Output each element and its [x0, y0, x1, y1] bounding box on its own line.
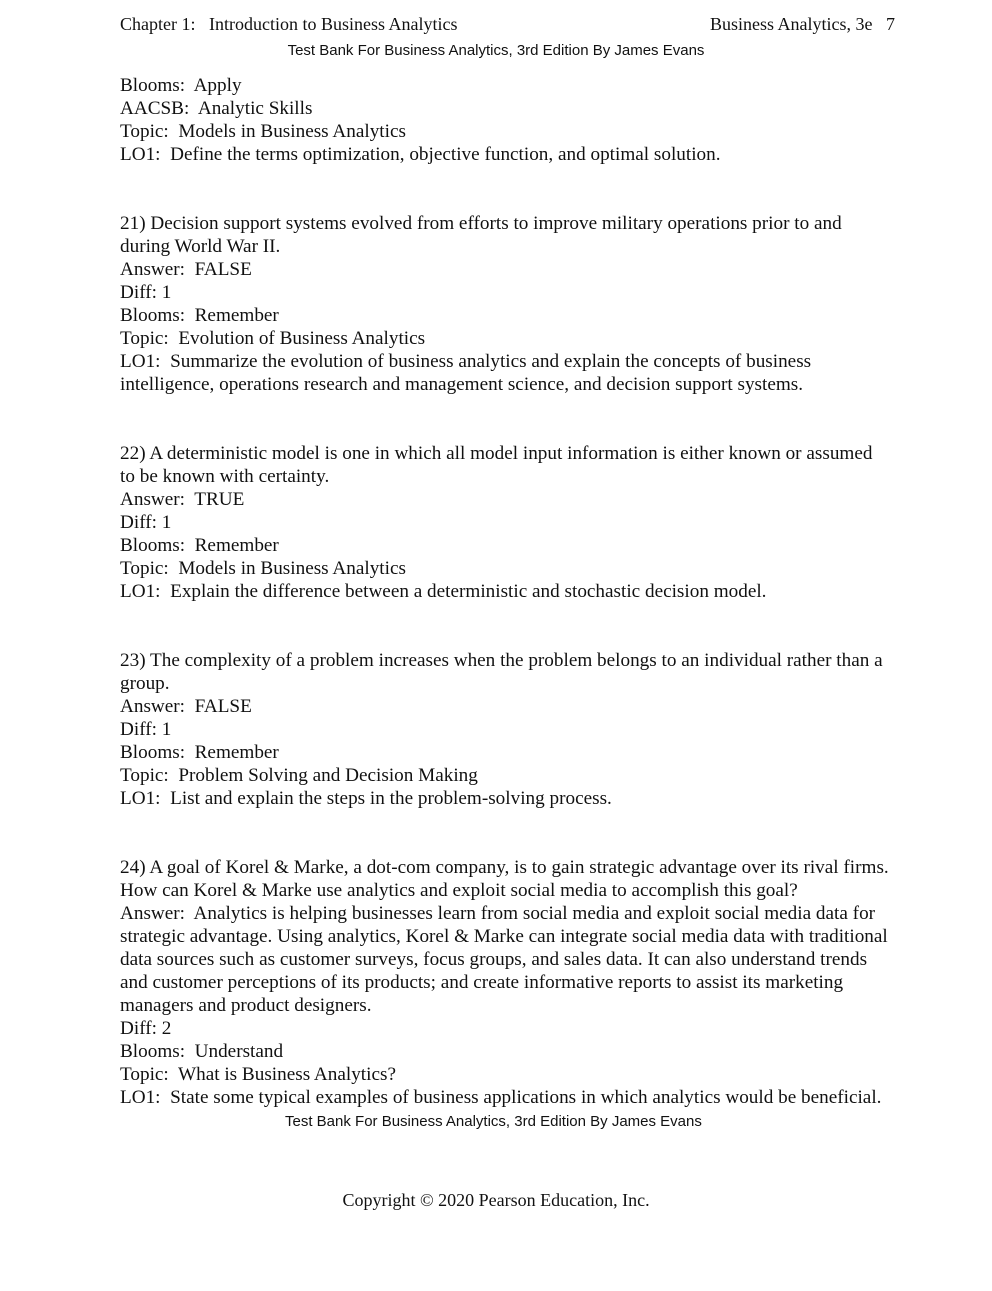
- blooms-line: Blooms: Understand: [120, 1041, 284, 1062]
- diff-line: Diff: 1: [120, 282, 172, 303]
- topic-line: Topic: Evolution of Business Analytics: [120, 328, 426, 349]
- question-text: 22) A deterministic model is one in which all model input information is either known or assumed to be known with certainty.: [120, 443, 878, 487]
- blooms-line: Blooms: Remember: [120, 742, 279, 763]
- blooms-line: Blooms: Remember: [120, 305, 279, 326]
- answer-line: Answer: FALSE: [120, 696, 252, 717]
- question-22: [120, 442, 890, 603]
- blooms-line: Blooms: Remember: [120, 535, 279, 556]
- blooms-line: Blooms: Apply: [120, 75, 242, 96]
- spacer: [120, 396, 890, 442]
- answer-line: Answer: Analytics is helping businesses learn from social media and exploit social media data for strategic advantage. Using analytics, Korel & Marke can integrate social media data with traditional data sources such as customer surveys, focus groups, and sales data. It can also understand trends and customer perceptions of its products; and create informative reports to assist its marketing managers and product designers.: [120, 903, 893, 1016]
- topic-line: Topic: Models in Business Analytics: [120, 121, 406, 142]
- question-23: [120, 649, 890, 810]
- aacsb-line: AACSB: Analytic Skills: [120, 98, 313, 119]
- watermark-top: Test Bank For Business Analytics, 3rd Edition By James Evans: [287, 42, 705, 59]
- question-text: 23) The complexity of a problem increases when the problem belongs to an individual rather than a group.: [120, 650, 888, 694]
- topic-line: Topic: What is Business Analytics?: [120, 1064, 396, 1085]
- diff-line: Diff: 1: [120, 512, 172, 533]
- question-text: 21) Decision support systems evolved from efforts to improve military operations prior to and during World War II.: [120, 213, 847, 257]
- lo-line: LO1: Explain the difference between a deterministic and stochastic decision model.: [120, 581, 767, 602]
- topic-line: Topic: Problem Solving and Decision Making: [120, 765, 478, 786]
- lo-line: LO1: Summarize the evolution of business analytics and explain the concepts of business intelligence, operations research and management science, and decision support systems.: [120, 351, 816, 395]
- question-text: 24) A goal of Korel & Marke, a dot-com company, is to gain strategic advantage over its rival firms. How can Korel & Marke use analytics and exploit social media to accomplish this goal?: [120, 857, 894, 901]
- spacer: [120, 603, 890, 649]
- copyright-footer: Copyright © 2020 Pearson Education, Inc.: [342, 1190, 650, 1210]
- intro-block: [120, 74, 890, 166]
- lo-line: LO1: List and explain the steps in the problem-solving process.: [120, 788, 612, 809]
- page-content: [120, 74, 894, 1109]
- spacer: [120, 810, 890, 856]
- lo-line: LO1: State some typical examples of business applications in which analytics would be beneficial.: [120, 1087, 882, 1108]
- diff-line: Diff: 2: [120, 1018, 172, 1039]
- topic-line: Topic: Models in Business Analytics: [120, 558, 406, 579]
- spacer: [120, 166, 890, 212]
- answer-line: Answer: FALSE: [120, 259, 252, 280]
- diff-line: Diff: 1: [120, 719, 172, 740]
- question-21: [120, 212, 890, 396]
- watermark-bottom: Test Bank For Business Analytics, 3rd Edition By James Evans: [285, 1113, 702, 1130]
- running-header-chapter: Chapter 1: Introduction to Business Analytics: [120, 14, 458, 34]
- answer-line: Answer: TRUE: [120, 489, 245, 510]
- lo-line: LO1: Define the terms optimization, objective function, and optimal solution.: [120, 144, 721, 165]
- running-header-book-page: Business Analytics, 3e 7: [710, 14, 895, 34]
- question-24: [120, 856, 894, 1109]
